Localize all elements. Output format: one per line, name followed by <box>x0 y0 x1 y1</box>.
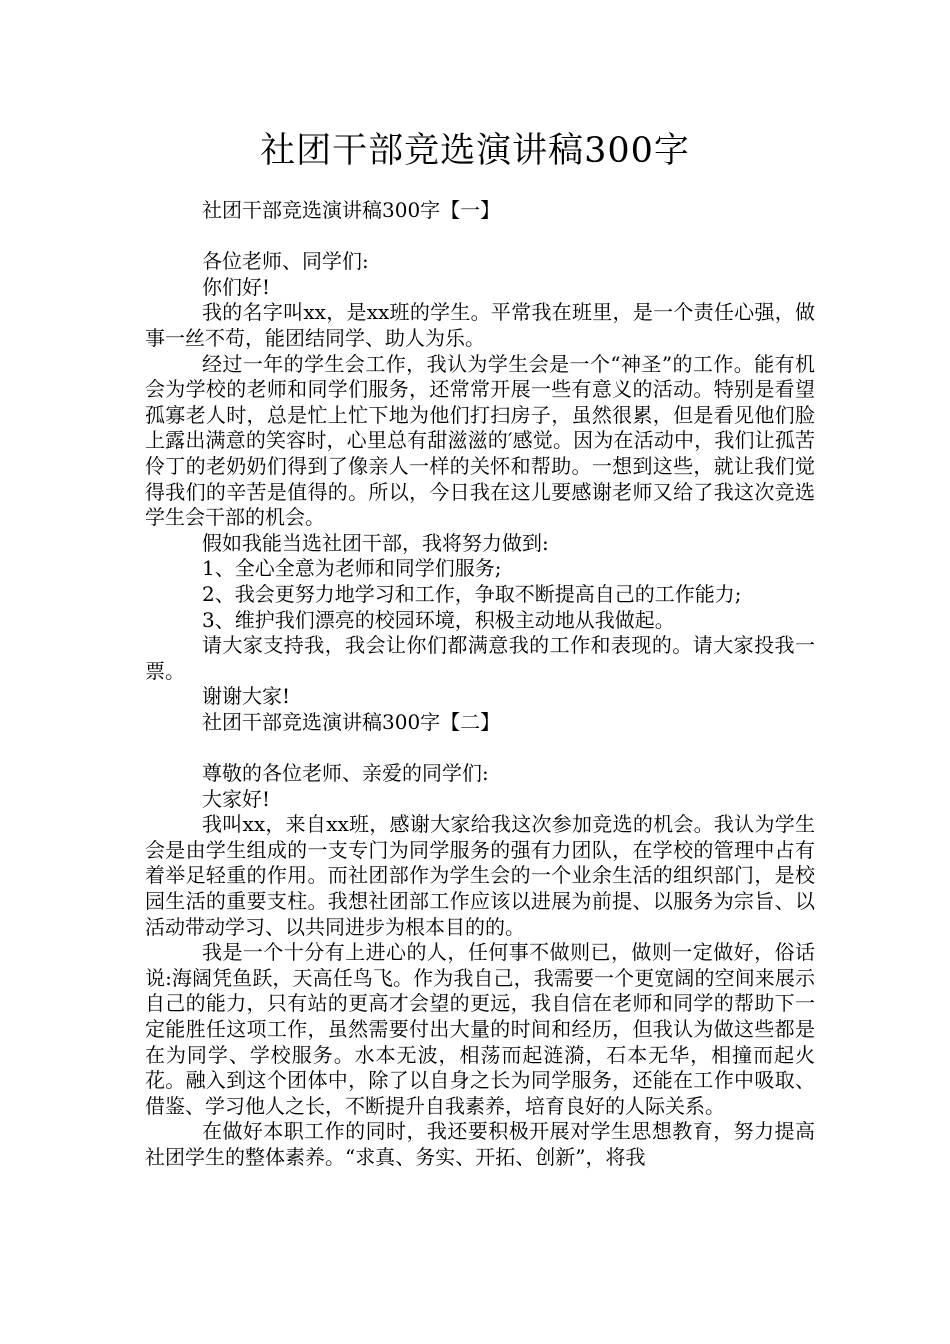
paragraph: 在做好本职工作的同时，我还要积极开展对学生思想教育，努力提高社团学生的整体素养。“求真、务实、开拓、创新”，将我 <box>145 1119 815 1169</box>
list-item: 3、维护我们漂亮的校园环境，积极主动地从我做起。 <box>202 607 675 632</box>
section-heading-2: 社团干部竞选演讲稿300字【二】 <box>202 709 501 734</box>
paragraph: 我的名字叫xx，是xx班的学生。平常我在班里，是一个责任心强，做事一丝不苟，能团结同学、助人为乐。 <box>145 300 815 350</box>
section-heading-1: 社团干部竞选演讲稿300字【一】 <box>202 198 501 222</box>
greeting: 大家好! <box>202 786 271 811</box>
paragraph: 我叫xx，来自xx班，感谢大家给我这次参加竞选的机会。我认为学生会是由学生组成的一支专门为同学服务的强有力团队，在学校的管理中占有着举足轻重的作用。而社团部作为学生会的一个业余生活的组织部门，是校园生活的重要支柱。我想社团部工作应该以进展为前提、以服务为宗旨、以活动带动学习、以共同进步为根本目的的。 <box>145 812 815 939</box>
document-title: 社团干部竞选演讲稿300字 <box>260 131 690 171</box>
paragraph: 假如我能当选社团干部，我将努力做到: <box>202 530 549 555</box>
list-item: 2、我会更努力地学习和工作，争取不断提高自己的工作能力; <box>202 581 742 606</box>
blank-line <box>145 735 815 761</box>
list-item: 1、全心全意为老师和同学们服务; <box>202 556 502 581</box>
greeting: 你们好! <box>202 274 271 299</box>
closing: 谢谢大家! <box>202 684 291 709</box>
paragraph: 请大家支持我，我会让你们都满意我的工作和表现的。请大家投我一票。 <box>145 633 815 683</box>
document-body <box>145 198 815 1171</box>
paragraph: 经过一年的学生会工作，我认为学生会是一个“神圣”的工作。能有机会为学校的老师和同学们服务，还常常开展一些有意义的活动。特别是看望孤寡老人时，总是忙上忙下地为他们打扫房子，虽然很累，但是看见他们脸上露出满意的笑容时，心里总有甜滋滋的′感觉。因为在活动中，我们让孤苦伶丁的老奶奶们得到了像亲人一样的关怀和帮助。一想到这些，就让我们觉得我们的辛苦是值得的。所以，今日我在这儿要感谢老师又给了我这次竞选学生会干部的机会。 <box>145 351 815 530</box>
salutation: 各位老师、同学们: <box>202 249 369 274</box>
salutation: 尊敬的各位老师、亲爱的同学们: <box>202 761 489 786</box>
paragraph: 我是一个十分有上进心的人，任何事不做则已，做则一定做好，俗话说:海阔凭鱼跃，天高任鸟飞。作为我自己，我需要一个更宽阔的空间来展示自己的能力，只有站的更高才会望的更远，我自信在老师和同学的帮助下一定能胜任这项工作，虽然需要付出大量的时间和经历，但我认为做这些都是在为同学、学校服务。水本无波，相荡而起涟漪，石本无华，相撞而起火花。融入到这个团体中，除了以自身之长为同学服务，还能在工作中吸取、借鉴、学习他人之长，不断提升自我素养，培育良好的人际关系。 <box>145 940 815 1118</box>
blank-line <box>145 224 815 250</box>
